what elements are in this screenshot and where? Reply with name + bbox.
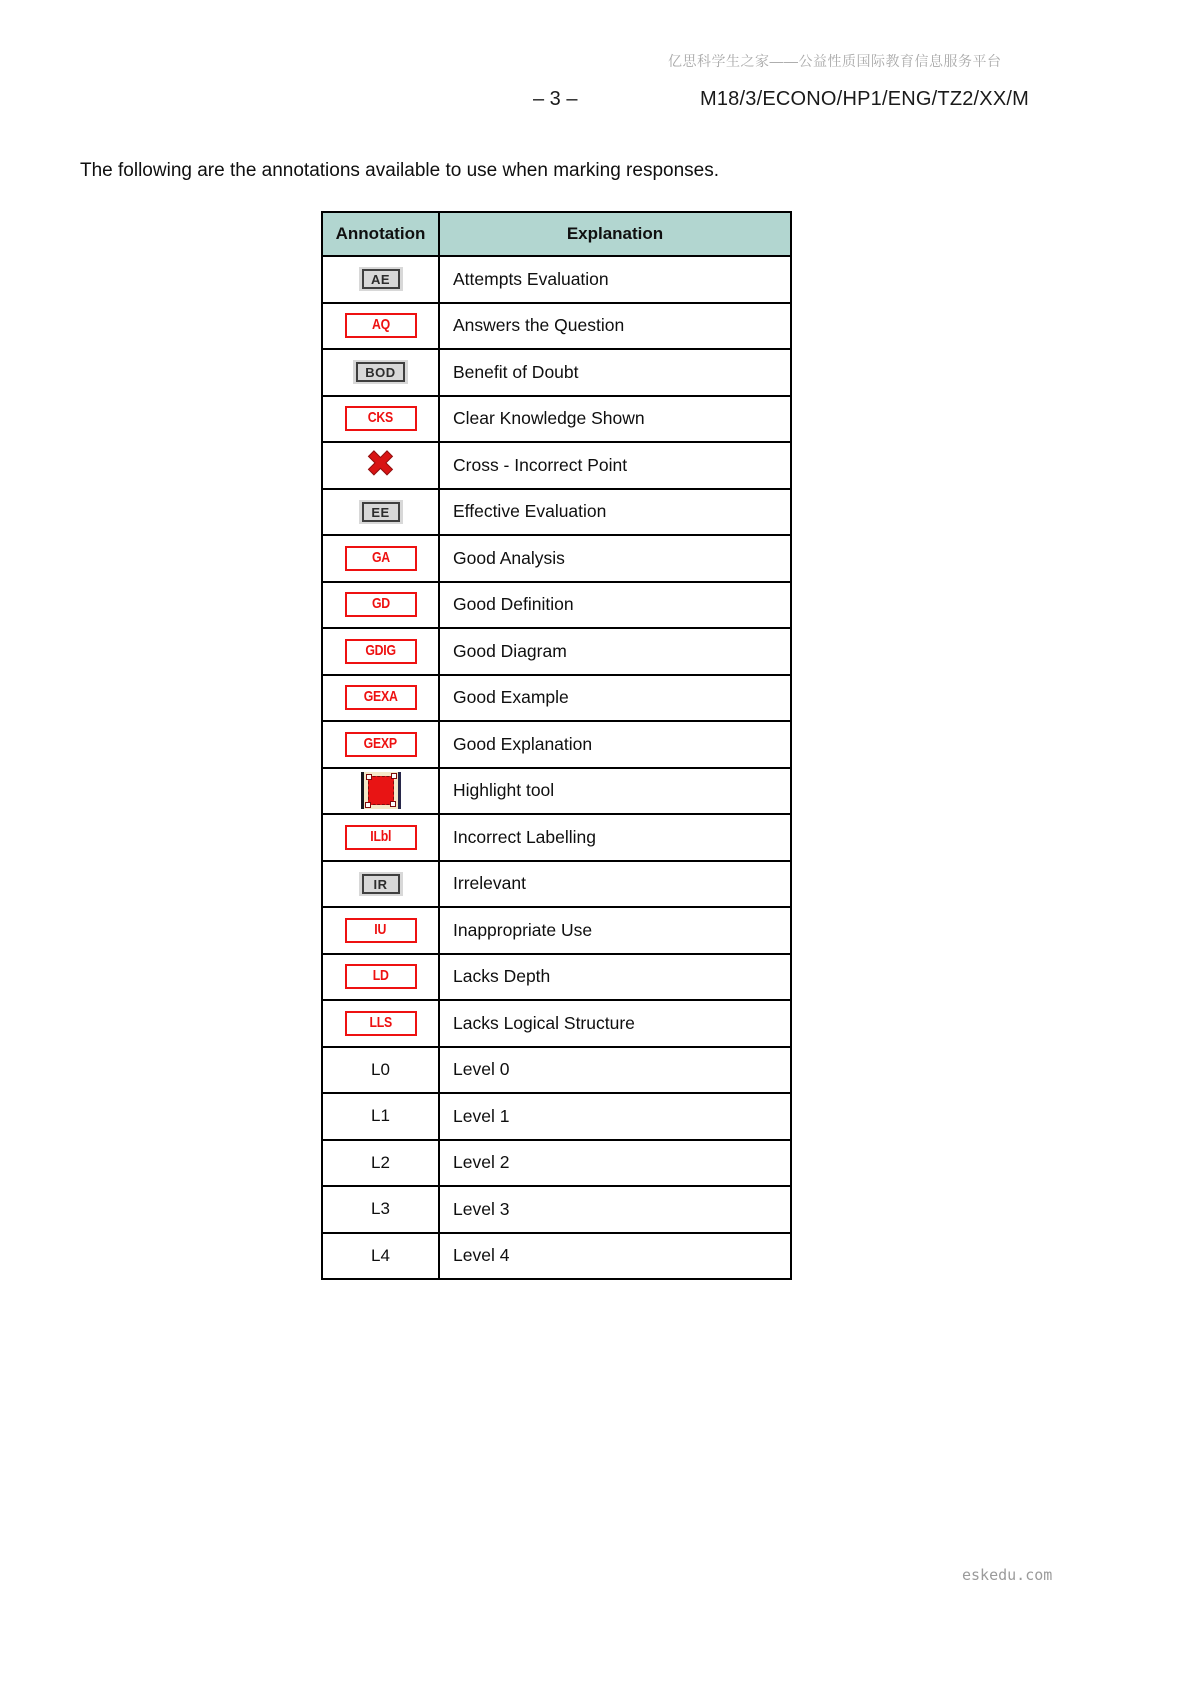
explanation-text: Lacks Depth — [439, 954, 791, 1001]
explanation-text: Level 1 — [439, 1093, 791, 1140]
table-row — [322, 442, 791, 489]
annotation-stamp-aq — [345, 313, 417, 338]
annotation-cell — [322, 582, 439, 629]
site-header-text: 亿思科学生之家——公益性质国际教育信息服务平台 — [668, 53, 1002, 69]
table-row — [322, 907, 791, 954]
explanation-text: Level 2 — [439, 1140, 791, 1187]
explanation-text: Level 3 — [439, 1186, 791, 1233]
annotation-cell — [322, 954, 439, 1001]
annotation-code: L3 — [371, 1199, 390, 1219]
annotation-cell — [322, 303, 439, 350]
explanation-column-header: Explanation — [439, 212, 791, 256]
stamp-label: BOD — [356, 362, 404, 382]
annotation-cell — [322, 489, 439, 536]
annotation-code: L2 — [371, 1152, 390, 1172]
stamp-label: ILbl — [370, 827, 391, 845]
stamp-label: GDIG — [365, 641, 396, 659]
explanation-text: Good Definition — [439, 582, 791, 629]
stamp-label: IU — [374, 920, 387, 938]
cross-icon: ✖ — [365, 444, 396, 486]
annotation-rows — [322, 256, 791, 1279]
explanation-text: Benefit of Doubt — [439, 349, 791, 396]
table-row — [322, 535, 791, 582]
explanation-text: Level 4 — [439, 1233, 791, 1280]
table-row — [322, 1000, 791, 1047]
explanation-text: Good Example — [439, 675, 791, 722]
stamp-label: LLS — [369, 1013, 392, 1031]
annotation-stamp-lls — [345, 1011, 417, 1036]
table-row — [322, 1140, 791, 1187]
annotation-stamp-ilbl — [345, 825, 417, 850]
annotation-cell — [322, 721, 439, 768]
annotation-stamp-gexp — [345, 732, 417, 757]
watermark-text: eskedu.com — [962, 1566, 1053, 1584]
table-row — [322, 768, 791, 815]
table-row — [322, 675, 791, 722]
annotations-table — [321, 211, 792, 1280]
stamp-label: AQ — [371, 316, 390, 334]
explanation-text: Clear Knowledge Shown — [439, 396, 791, 443]
stamp-label: GEXA — [363, 688, 398, 706]
explanation-text: Good Explanation — [439, 721, 791, 768]
stamp-label: LD — [372, 967, 389, 985]
annotation-code: L0 — [371, 1059, 390, 1079]
stamp-label: GEXP — [363, 734, 398, 752]
explanation-text: Level 0 — [439, 1047, 791, 1094]
annotation-stamp-gexa — [345, 685, 417, 710]
annotation-cell — [322, 396, 439, 443]
stamp-label: EE — [362, 502, 400, 522]
table-header-row — [322, 212, 791, 256]
stamp-label: GD — [371, 595, 390, 613]
explanation-text: Attempts Evaluation — [439, 256, 791, 303]
stamp-label: AE — [362, 269, 400, 289]
annotation-cell — [322, 256, 439, 303]
annotation-cell — [322, 814, 439, 861]
annotation-code: L4 — [371, 1245, 390, 1265]
annotation-cell — [322, 1047, 439, 1094]
annotation-stamp-ee — [359, 500, 403, 524]
annotation-cell — [322, 907, 439, 954]
table-row — [322, 721, 791, 768]
table-row — [322, 1047, 791, 1094]
annotation-cell — [322, 1186, 439, 1233]
highlight-tool-icon — [361, 772, 401, 809]
table-row — [322, 1233, 791, 1280]
table-row — [322, 861, 791, 908]
explanation-text: Good Diagram — [439, 628, 791, 675]
table-row — [322, 954, 791, 1001]
explanation-text: Answers the Question — [439, 303, 791, 350]
intro-sentence: The following are the annotations available to use when marking responses. — [80, 160, 719, 181]
page-number: – 3 – — [533, 88, 578, 110]
explanation-text: Inappropriate Use — [439, 907, 791, 954]
annotation-stamp-bod — [353, 360, 407, 384]
stamp-label: CKS — [367, 409, 394, 427]
table-row — [322, 1093, 791, 1140]
table-row — [322, 814, 791, 861]
annotation-stamp-cks — [345, 406, 417, 431]
annotation-code: L1 — [371, 1106, 390, 1126]
table-row — [322, 628, 791, 675]
annotation-stamp-ld — [345, 964, 417, 989]
explanation-text: Good Analysis — [439, 535, 791, 582]
table-row — [322, 582, 791, 629]
annotation-stamp-ae — [359, 267, 403, 291]
explanation-text: Effective Evaluation — [439, 489, 791, 536]
annotation-cell — [322, 349, 439, 396]
annotation-cell — [322, 628, 439, 675]
annotation-cell — [322, 442, 439, 489]
explanation-text: Highlight tool — [439, 768, 791, 815]
annotation-cell — [322, 1233, 439, 1280]
table-row — [322, 396, 791, 443]
table-row — [322, 1186, 791, 1233]
table-row — [322, 303, 791, 350]
stamp-label: IR — [362, 874, 400, 894]
annotation-stamp-iu — [345, 918, 417, 943]
highlight-square — [368, 776, 394, 805]
document-code: M18/3/ECONO/HP1/ENG/TZ2/XX/M — [700, 88, 1030, 110]
annotation-cell — [322, 768, 439, 815]
explanation-text: Lacks Logical Structure — [439, 1000, 791, 1047]
annotation-stamp-gd — [345, 592, 417, 617]
table-row — [322, 489, 791, 536]
explanation-text: Cross - Incorrect Point — [439, 442, 791, 489]
annotation-cell — [322, 535, 439, 582]
annotation-cell — [322, 1000, 439, 1047]
explanation-text: Irrelevant — [439, 861, 791, 908]
annotation-cell — [322, 1140, 439, 1187]
annotation-cell — [322, 861, 439, 908]
annotation-stamp-ir — [359, 872, 403, 896]
table-row — [322, 349, 791, 396]
table-row — [322, 256, 791, 303]
annotation-stamp-ga — [345, 546, 417, 571]
annotation-cell — [322, 675, 439, 722]
explanation-text: Incorrect Labelling — [439, 814, 791, 861]
annotation-stamp-gdig — [345, 639, 417, 664]
stamp-label: GA — [371, 548, 390, 566]
annotation-column-header: Annotation — [322, 212, 439, 256]
annotation-cell — [322, 1093, 439, 1140]
